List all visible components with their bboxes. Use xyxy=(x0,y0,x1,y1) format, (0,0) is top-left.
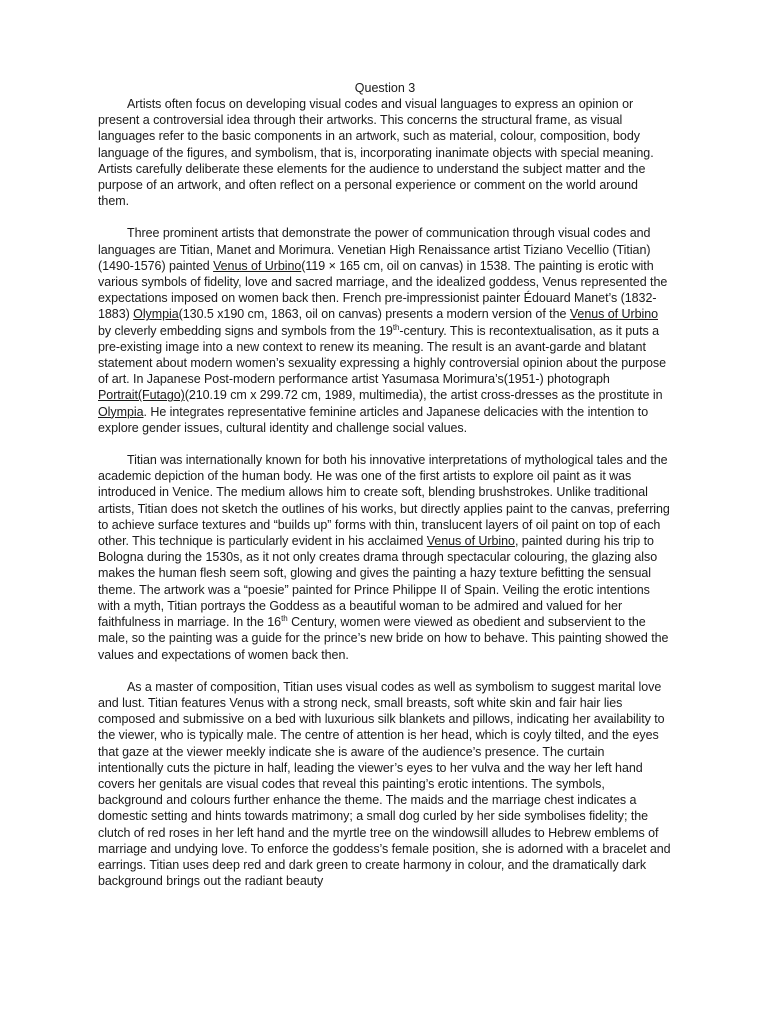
underlined-title: Olympia xyxy=(98,404,144,419)
paragraph xyxy=(98,225,672,436)
text-run: Three prominent artists that demonstrate the power of communication through visual codes and languages are Titian, Manet and Morimura. Venetian High Renaissance artist Tiziano Vecellio (Titian) (1490-1576) painted xyxy=(98,226,651,273)
document-body xyxy=(98,96,672,889)
superscript-text: th xyxy=(392,322,400,332)
underlined-title: Portrait(Futago) xyxy=(98,388,185,403)
text-run: (130.5 x190 cm, 1863, oil on canvas) presents a modern version of the xyxy=(178,307,570,322)
document-page xyxy=(98,80,672,889)
paragraph xyxy=(98,679,672,890)
page-title: Question 3 xyxy=(354,81,416,95)
underlined-title: Venus of Urbino xyxy=(569,307,659,322)
paragraph xyxy=(98,452,672,663)
text-run: Artists often focus on developing visual codes and visual languages to express an opinion or present a controversial idea through their artworks. This concerns the structural frame, as visual languages refer to the basic components in an artwork, such as material, colour, composition, body language of the figures, and symbolism, that is, incorporating inanimate objects with special meaning. Artists carefully deliberate these elements for the audience to understand the subject matter and the purpose of an artwork, and often reflect on a personal experience or comment on the world around them. xyxy=(98,97,654,209)
text-run: Century, women were viewed as obedient and subservient to the male, so the painting was a guide for the prince’s new bride on how to behave. This painting showed the values and expectations of women back then. xyxy=(98,615,669,662)
underlined-title: Venus of Urbino xyxy=(213,258,302,273)
text-run: Titian was internationally known for both his innovative interpretations of mythological tales and the academic depiction of the human body. He was one of the first artists to explore oil paint as it was introduced in Venice. The medium allows him to create soft, blending brushstrokes. Unlike traditional artists, Titian does not sketch the outlines of his works, but directly applies paint to the canvas, preferring to achieve surface textures and “builds up” forms with thin, translucent layers of oil paint on top of each other. This technique is particularly evident in his acclaimed xyxy=(98,453,670,549)
text-run: , painted during his trip to Bologna during the 1530s, as it not only creates drama through spectacular colouring, the glazing also makes the human flesh seem soft, glowing and gives the painting a hazy texture befitting the sensual theme. The artwork was a “poesie” painted for Prince Philippe II of Spain. Veiling the erotic intentions with a myth, Titian portrays the Goddess as a beautiful woman to be admired and valued for her faithfulness in marriage. In the 16 xyxy=(98,534,658,630)
text-run: by cleverly embedding signs and symbols from the 19 xyxy=(98,323,393,338)
superscript-text: th xyxy=(281,613,288,623)
text-run: As a master of composition, Titian uses visual codes as well as symbolism to suggest marital love and lust. Titian features Venus with a strong neck, small breasts, soft white skin and fair hair lies composed and submissive on a bed with luxurious silk blankets and pillows, indicating her availability to the viewer, who is typically male. The centre of attention is her head, which is coyly tilted, and the eyes that gaze at the viewer meekly indicate she is aware of the audience’s presence. The curtain intentionally cuts the picture in half, leading the viewer’s eyes to her vulva and the way her left hand covers her genitals are visual codes that reveal this painting’s erotic intentions. The symbols, background and colours further enhance the theme. The maids and the marriage chest indicates a domestic setting and hints towards matrimony; a small dog curled by her side symbolises fidelity; the clutch of red roses in her left hand and the myrtle tree on the windowsill alludes to Hebrew emblems of marriage and undying love. To enforce the goddess’s female position, she is adorned with a bracelet and earrings. Titian uses deep red and dark green to create harmony in colour, and the dramatically dark background brings out the radiant beauty xyxy=(98,679,671,889)
text-run: . He integrates representative feminine articles and Japanese delicacies with the intention to explore gender issues, cultural identity and challenge social values. xyxy=(98,404,649,435)
paragraph xyxy=(98,96,672,209)
text-run: (119 × 165 cm, oil on canvas) in 1538. The painting is erotic with various symbols of fidelity, love and sacred marriage, and the idealized goddess, Venus represented the expectations imposed on women back then. French pre-impressionist painter Édouard Manet’s (1832-1883) xyxy=(98,258,668,322)
underlined-title: Venus of Urbino xyxy=(426,534,515,549)
text-run: (210.19 cm x 299.72 cm, 1989, multimedia), the artist cross-dresses as the prostitute in xyxy=(184,388,663,403)
underlined-title: Olympia xyxy=(133,307,179,322)
text-run: -century. This is recontextualisation, as it puts a pre-existing image into a new context to renew its meaning. The result is an avant-garde and blatant statement about modern women’s sexuality expressing a highly controversial opinion about the purpose of art. In Japanese Post-modern performance artist Yasumasa Morimura’s(1951-) photograph xyxy=(98,323,667,387)
